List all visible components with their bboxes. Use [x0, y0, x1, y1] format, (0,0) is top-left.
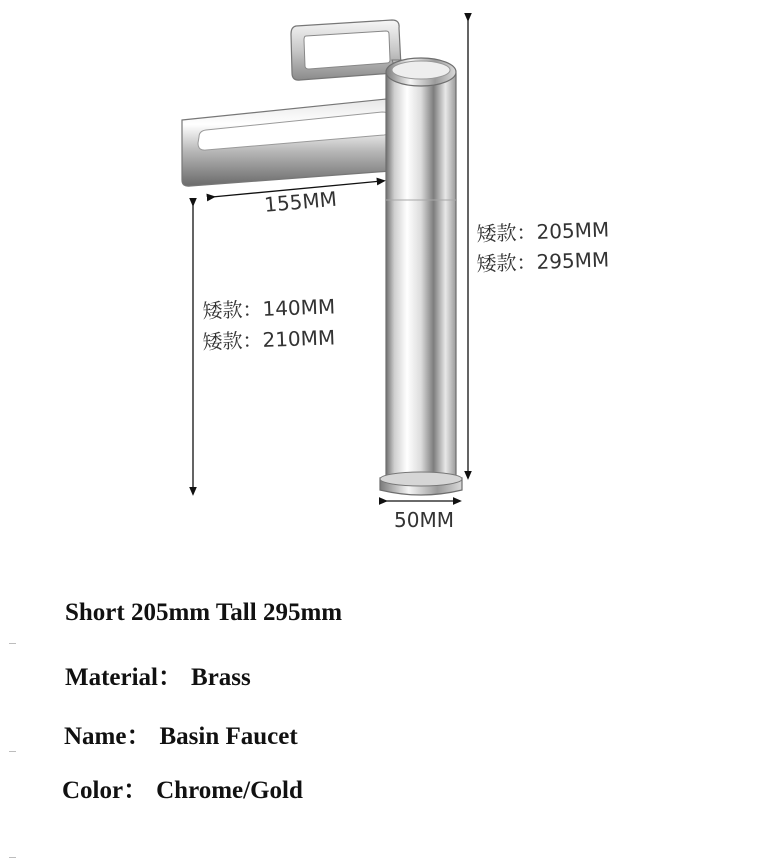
spout-height-short-label: 矮款：140MM [202, 294, 336, 323]
size-text: Short 205mm Tall 295mm [65, 599, 343, 626]
faucet-body [380, 58, 462, 495]
body-height-short-label: 矮款：205MM [476, 217, 610, 246]
spout [182, 98, 404, 186]
color-spec [62, 770, 303, 806]
color-label: Color： [62, 777, 149, 804]
material-value: Brass [191, 664, 251, 691]
spout-height-tall-label: 矮款：210MM [202, 325, 336, 354]
name-value: Basin Faucet [159, 723, 298, 750]
material-label: Material： [65, 664, 184, 691]
name-label: Name： [64, 723, 152, 750]
base-diameter-label: 50MM [394, 508, 454, 532]
margin-tick [9, 751, 16, 752]
material-spec [65, 657, 251, 693]
spout-length-label: 155MM [263, 186, 338, 217]
margin-tick [9, 643, 16, 644]
body-height-tall-label: 矮款：295MM [476, 247, 610, 276]
margin-tick [9, 857, 16, 858]
color-value: Chrome/Gold [156, 777, 303, 804]
size-spec [65, 599, 342, 627]
name-spec [64, 716, 298, 752]
